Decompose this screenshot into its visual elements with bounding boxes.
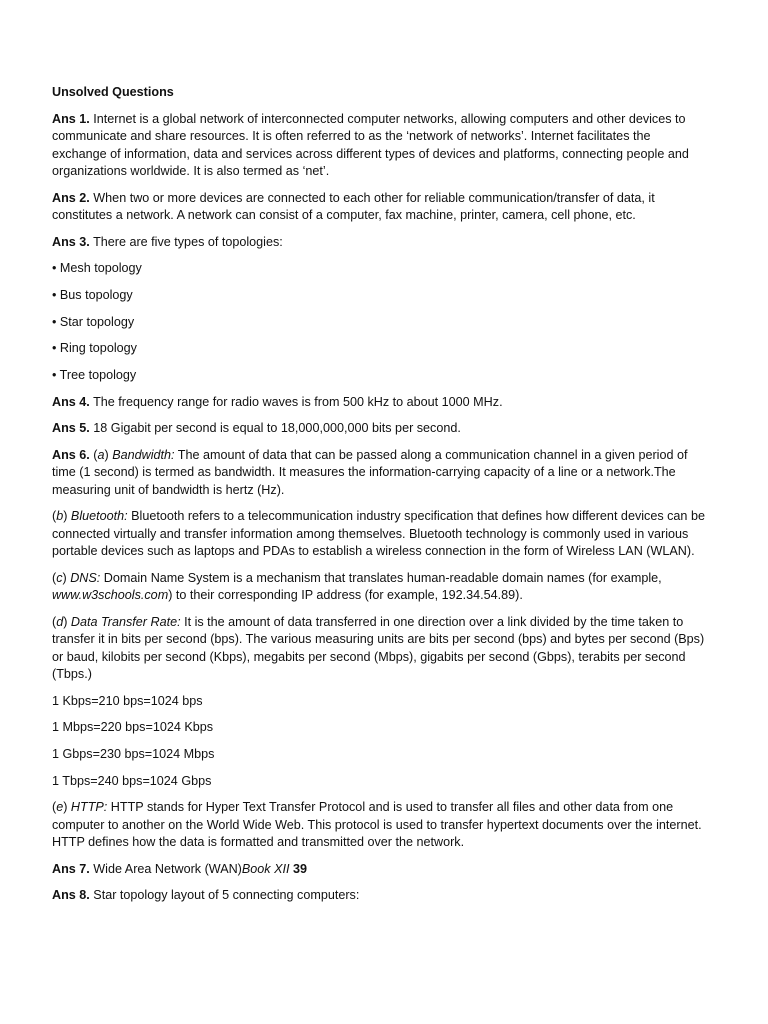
answer-2 [52,190,708,225]
answer-text: There are five types of topologies: [89,234,283,249]
example-url: www.w3schools.com [52,588,169,603]
conversion-mbps: 1 Mbps=220 bps=1024 Kbps [52,720,214,735]
conversion-kbps: 1 Kbps=210 bps=1024 bps [52,693,203,708]
part-letter: b [56,509,64,524]
term: Bluetooth: [70,509,128,524]
part-letter: c [56,570,63,585]
answer-text: Star topology layout of 5 connecting computers: [89,888,360,903]
answer-label: Ans 3. [52,234,90,249]
answer-text: Wide Area Network (WAN) [89,861,242,876]
answer-text: 18 Gigabit per second is equal to 18,000,000,000 bits per second. [89,421,461,436]
answer-6e-http [52,799,708,852]
part-letter: e [56,800,64,815]
paren-open: ( [89,447,98,462]
answer-label: Ans 2. [52,190,90,205]
definition-text: ) to their corresponding IP address (for example, 192.34.54.89). [168,588,523,603]
answer-6c-dns [52,570,708,605]
paren-close: ) [63,509,71,524]
part-letter: a [97,447,105,462]
answer-6b-bluetooth [52,508,708,561]
topology-bullet-bus: • Bus topology [52,287,133,302]
term: Bandwidth: [112,447,175,462]
answer-label: Ans 5. [52,421,90,436]
paren-close: ) [62,570,71,585]
part-letter: d [56,614,64,629]
answer-text: When two or more devices are connected to each other for reliable communication/transfer of data, it constitutes a network. A network can consist of a computer, fax machine, printer, camera, cell phone, etc. [52,190,655,222]
answer-4 [52,394,708,412]
answer-label: Ans 8. [52,888,90,903]
book-footer: Book XII [241,861,290,876]
paren-open: ( [52,614,57,629]
topology-bullet-mesh: • Mesh topology [52,261,142,276]
answer-label: Ans 4. [52,394,90,409]
answer-label: Ans 1. [52,111,90,126]
page-number: 39 [293,861,308,876]
answer-text: The frequency range for radio waves is from 500 kHz to about 1000 MHz. [89,394,503,409]
paren-close: ) [104,447,113,462]
section-heading: Unsolved Questions [52,85,174,99]
term: HTTP: [70,800,108,815]
answer-5 [52,420,708,438]
answer-text: Internet is a global network of interconnected computer networks, allowing computers and other devices to communicate and share resources. It is often referred to as the ‘network of networks’. Internet facilitates the exchange of information, data and services across different types of devices and platforms, connecting people and organizations worldwide. It is also termed as ‘net’. [52,111,689,178]
paren-close: ) [63,800,71,815]
term: Data Transfer Rate: [70,614,181,629]
paren-open: ( [52,509,57,524]
definition-text: Bluetooth refers to a telecommunication industry specification that defines how different devices can be connected virtually and transfer information among themselves. Bluetooth technology is commonly used in various portable devices such as laptops and PDAs to establish a wireless connection in the form of Wireless LAN (WLAN). [52,509,705,559]
paren-open: ( [52,570,57,585]
conversion-tbps: 1 Tbps=240 bps=1024 Gbps [52,773,212,788]
topology-bullet-ring: • Ring topology [52,341,137,356]
answer-label: Ans 7. [52,861,90,876]
conversion-gbps: 1 Gbps=230 bps=1024 Mbps [52,747,215,761]
definition-text: Domain Name System is a mechanism that translates human-readable domain names (for example, [100,570,662,585]
paren-close: ) [63,614,71,629]
answer-3 [52,234,708,252]
term: DNS: [70,570,101,585]
topology-bullet-tree: • Tree topology [52,367,137,382]
topology-bullet-star: • Star topology [52,314,135,329]
answer-1 [52,111,708,181]
answer-6d-data-transfer-rate [52,614,708,684]
paren-open: ( [52,800,57,815]
definition-text: HTTP stands for Hyper Text Transfer Protocol and is used to transfer all files and other data from one computer to another on the World Wide Web. This protocol is used to transfer hypertext documents over the internet. HTTP defines how the data is formatted and transmitted over the network. [52,800,702,850]
definition-text: It is the amount of data transferred in one direction over a link divided by the time taken to transfer it in bits per second (bps). The various measuring units are bits per second (bps) and bytes per second (Bps) or baud, kilobits per second (Kbps), megabits per second (Mbps), gigabits per second (Gbps), terabits per second (Tbps.) [52,614,705,682]
answer-label: Ans 6. [52,447,90,462]
definition-text: The amount of data that can be passed along a communication channel in a given period of time (1 second) is termed as bandwidth. It measures the information-carrying capacity of a line or a network.The measuring unit of bandwidth is hertz (Hz). [52,447,688,497]
answer-7 [52,861,708,879]
answer-8 [52,887,708,905]
answer-6a-bandwidth [52,447,708,500]
